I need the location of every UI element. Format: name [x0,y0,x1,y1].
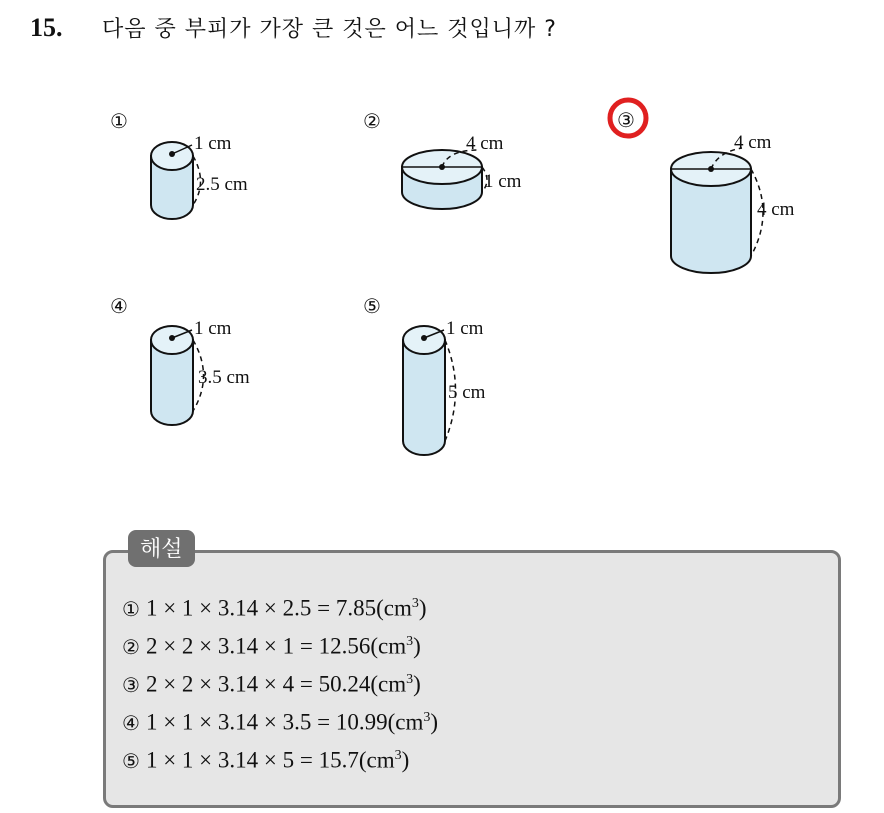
choice-1[interactable] [110,109,248,219]
cylinder-5-body [403,340,445,455]
solution-line-4-close: ) [430,709,439,735]
solution-line-1 [122,585,438,623]
cylinder-4-radius-label: 1 cm [194,318,232,339]
solution-line-3-exponent: 3 [406,672,414,687]
cylinder-1-height-label: 2.5 cm [196,174,248,195]
choice-2-marker: ② [363,109,381,133]
cylinder-3-height-label: 4 cm [757,199,795,220]
solution-line-2-marker: ② [122,634,140,659]
solution-line-2-formula: 2 × 2 × 3.14 × 1 = 12.56(cm [145,633,407,659]
solution-line-1-close: ) [418,595,427,621]
cylinder-2-height-label: 1 cm [484,171,522,192]
solution-line-5-formula: 1 × 1 × 3.14 × 5 = 15.7(cm [145,747,395,773]
choice-3-marker: ③ [617,108,635,132]
solution-tab: 해설 [128,530,195,567]
solution-line-5-marker: ⑤ [122,748,140,773]
solution-line-5-close: ) [401,747,410,773]
question-number: 15. [30,13,63,42]
solution-line-2-close: ) [413,633,421,659]
solution-line-3-marker: ③ [122,672,140,697]
choice-5-marker: ⑤ [363,294,381,318]
solution-line-5 [122,737,438,775]
cylinder-4-height-label: 3.5 cm [198,367,250,388]
choice-3[interactable] [610,100,795,273]
solution-line-4-formula: 1 × 1 × 3.14 × 3.5 = 10.99(cm [145,709,424,735]
solution-line-1-exponent: 3 [411,596,419,611]
choice-4[interactable] [110,294,250,425]
solution-line-5-exponent: 3 [394,748,402,763]
choice-5[interactable] [363,294,486,455]
solution-line-3-formula: 2 × 2 × 3.14 × 4 = 50.24(cm [145,671,407,697]
solution-line-2 [122,623,438,661]
solution-line-4-marker: ④ [122,710,140,735]
solution-line-1-formula: 1 × 1 × 3.14 × 2.5 = 7.85(cm [145,595,412,621]
solution-line-2-exponent: 3 [406,634,414,649]
choice-1-marker: ① [110,109,128,133]
cylinder-3-radius-label: 4 cm [734,132,772,153]
solution-line-3 [122,661,438,699]
solution-line-4-exponent: 3 [423,710,431,725]
choice-2[interactable] [363,109,522,209]
choice-4-marker: ④ [110,294,128,318]
cylinder-1-radius-label: 1 cm [194,133,232,154]
question-text: 다음 중 부피가 가장 큰 것은 어느 것입니까 ? [102,17,557,42]
cylinder-5-radius-label: 1 cm [446,318,484,339]
solution-line-4 [122,699,438,737]
solution-line-1-marker: ① [122,596,140,621]
cylinder-5-height-label: 5 cm [448,382,486,403]
solution-line-3-close: ) [413,671,421,697]
cylinder-2-radius-label: 4 cm [466,133,504,154]
solution-lines [122,585,438,775]
